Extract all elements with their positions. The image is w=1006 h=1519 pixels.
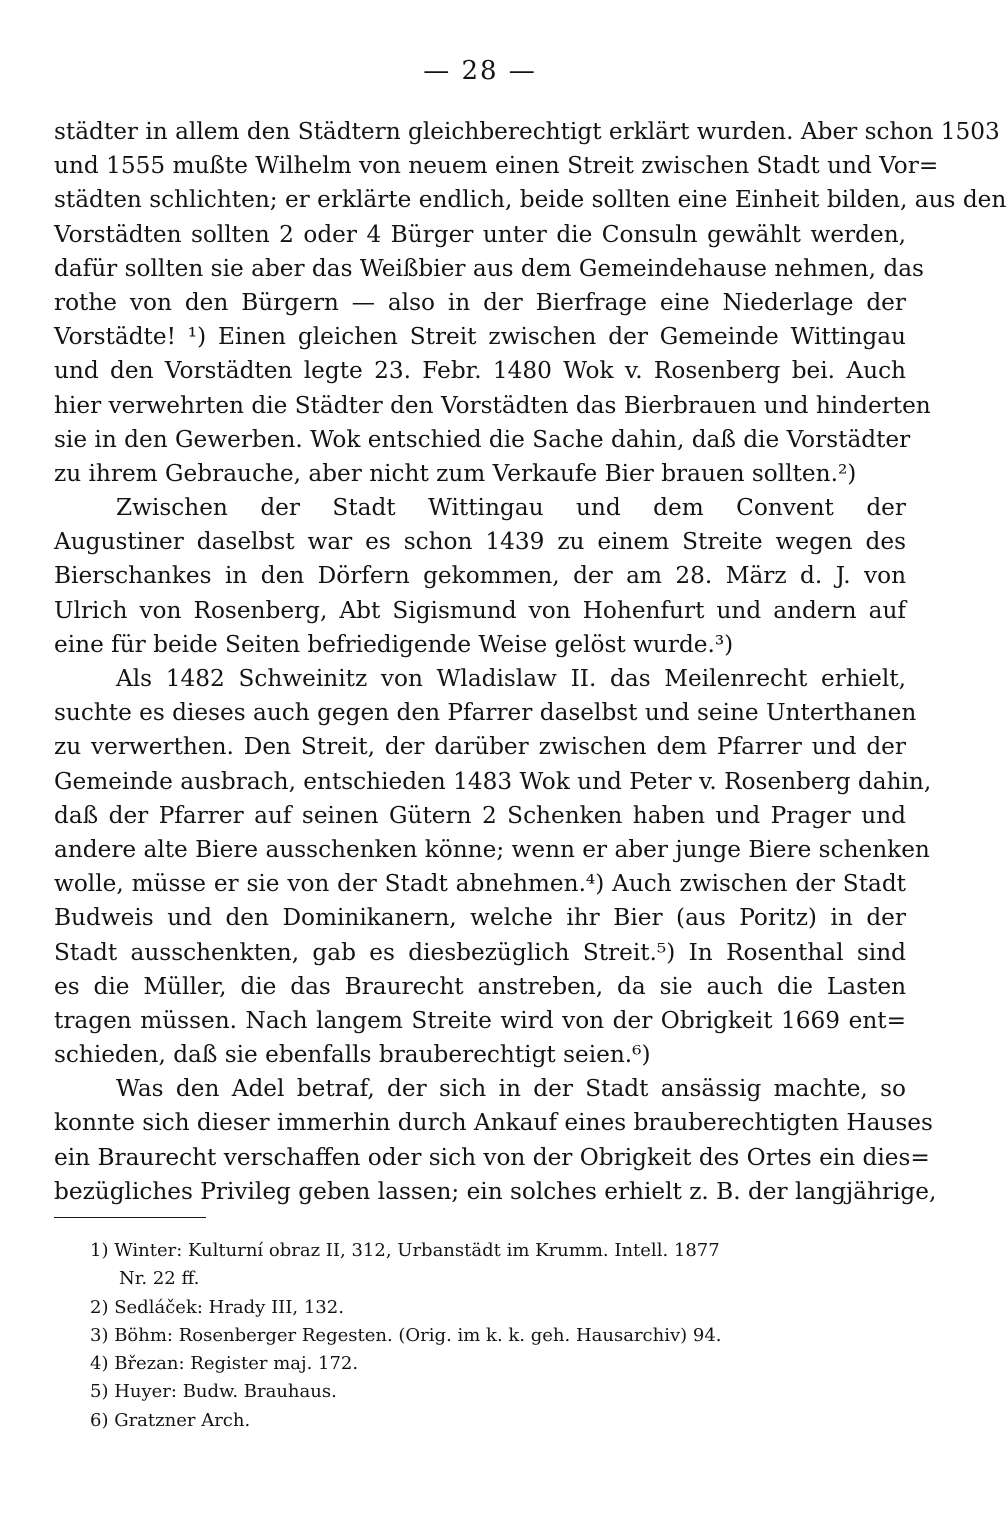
text-line: es die Müller, die das Braurecht anstreben, da sie auch die Lasten — [54, 972, 906, 1000]
text-line: dafür sollten sie aber das Weißbier aus dem Gemeindehause nehmen, das — [54, 254, 924, 282]
footnote-line: Nr. 22 ff. — [119, 1268, 200, 1290]
text-line: konnte sich dieser immerhin durch Ankauf eines brauberechtigten Hauses — [54, 1109, 933, 1137]
body-text — [54, 115, 1006, 1209]
text-line: Gemeinde ausbrach, entschieden 1483 Wok und Peter v. Rosenberg dahin, — [54, 767, 932, 795]
text-line: Ulrich von Rosenberg, Abt Sigismund von Hohenfurt und andern auf — [54, 596, 906, 624]
footnote-separator — [54, 1217, 206, 1218]
text-line: ein Braurecht verschaffen oder sich von der Obrigkeit des Ortes ein dies= — [54, 1143, 930, 1171]
text-line: Stadt ausschenkten, gab es diesbezüglich Streit.⁵) In Rosenthal sind — [54, 938, 906, 966]
text-line: Budweis und den Dominikanern, welche ihr Bier (aus Poritz) in der — [54, 904, 906, 932]
text-line: andere alte Biere ausschenken könne; wenn er aber junge Biere schenken — [54, 835, 930, 863]
footnote-line: 6) Gratzner Arch. — [90, 1409, 251, 1431]
text-line: städten schlichten; er erklärte endlich, beide sollten eine Einheit bilden, aus den — [54, 186, 1006, 214]
text-line: Vorstädten sollten 2 oder 4 Bürger unter die Consuln gewählt werden, — [54, 220, 906, 248]
footnotes — [90, 1237, 900, 1435]
text-line: tragen müssen. Nach langem Streite wird von der Obrigkeit 1669 ent= — [54, 1006, 906, 1034]
text-line: daß der Pfarrer auf seinen Gütern 2 Schenken haben und Prager und — [54, 801, 906, 829]
text-line: eine für beide Seiten befriedigende Weise gelöst wurde.³) — [54, 630, 734, 658]
text-line: hier verwehrten die Städter den Vorstädten das Bierbrauen und hinderten — [54, 391, 931, 419]
text-line: wolle, müsse er sie von der Stadt abnehmen.⁴) Auch zwischen der Stadt — [54, 870, 906, 898]
text-line: zu ihrem Gebrauche, aber nicht zum Verkaufe Bier brauen sollten.²) — [54, 459, 857, 487]
footnote-line: 3) Böhm: Rosenberger Regesten. (Orig. im k. k. geh. Hausarchiv) 94. — [90, 1324, 722, 1346]
text-line: städter in allem den Städtern gleichberechtigt erklärt wurden. Aber schon 1503 — [54, 118, 1000, 145]
footnote-line: 5) Huyer: Budw. Brauhaus. — [90, 1381, 337, 1403]
text-line: Augustiner daselbst war es schon 1439 zu einem Streite wegen des — [54, 528, 906, 556]
text-line: rothe von den Bürgern — also in der Bierfrage eine Niederlage der — [54, 288, 906, 316]
text-line: zu verwerthen. Den Streit, der darüber zwischen dem Pfarrer und der — [54, 733, 906, 761]
footnote-line: 4) Březan: Register maj. 172. — [90, 1353, 359, 1375]
text-line: schieden, daß sie ebenfalls brauberechtigt seien.⁶) — [54, 1041, 651, 1069]
footnote-line: 2) Sedláček: Hrady III, 132. — [90, 1296, 344, 1318]
text-line: und den Vorstädten legte 23. Febr. 1480 Wok v. Rosenberg bei. Auch — [54, 357, 906, 385]
text-line: Was den Adel betraf, der sich in der Stadt ansässig machte, so — [116, 1075, 906, 1103]
text-line: Als 1482 Schweinitz von Wladislaw II. das Meilenrecht erhielt, — [116, 665, 906, 692]
text-line: bezügliches Privileg geben lassen; ein solches erhielt z. B. der langjährige, — [54, 1177, 937, 1205]
footnote-line: 1) Winter: Kulturní obraz II, 312, Urbanstädt im Krumm. Intell. 1877 — [90, 1240, 720, 1261]
text-line: Bierschankes in den Dörfern gekommen, der am 28. März d. J. von — [54, 562, 906, 590]
page-number: — 28 — — [423, 56, 537, 86]
text-line: suchte es dieses auch gegen den Pfarrer daselbst und seine Unterthanen — [54, 699, 917, 727]
text-line: und 1555 mußte Wilhelm von neuem einen Streit zwischen Stadt und Vor= — [54, 152, 939, 180]
text-line: Zwischen der Stadt Wittingau und dem Convent der — [116, 494, 906, 522]
text-line: sie in den Gewerben. Wok entschied die Sache dahin, daß die Vorstädter — [54, 425, 911, 453]
text-line: Vorstädte! ¹) Einen gleichen Streit zwischen der Gemeinde Wittingau — [54, 323, 906, 351]
